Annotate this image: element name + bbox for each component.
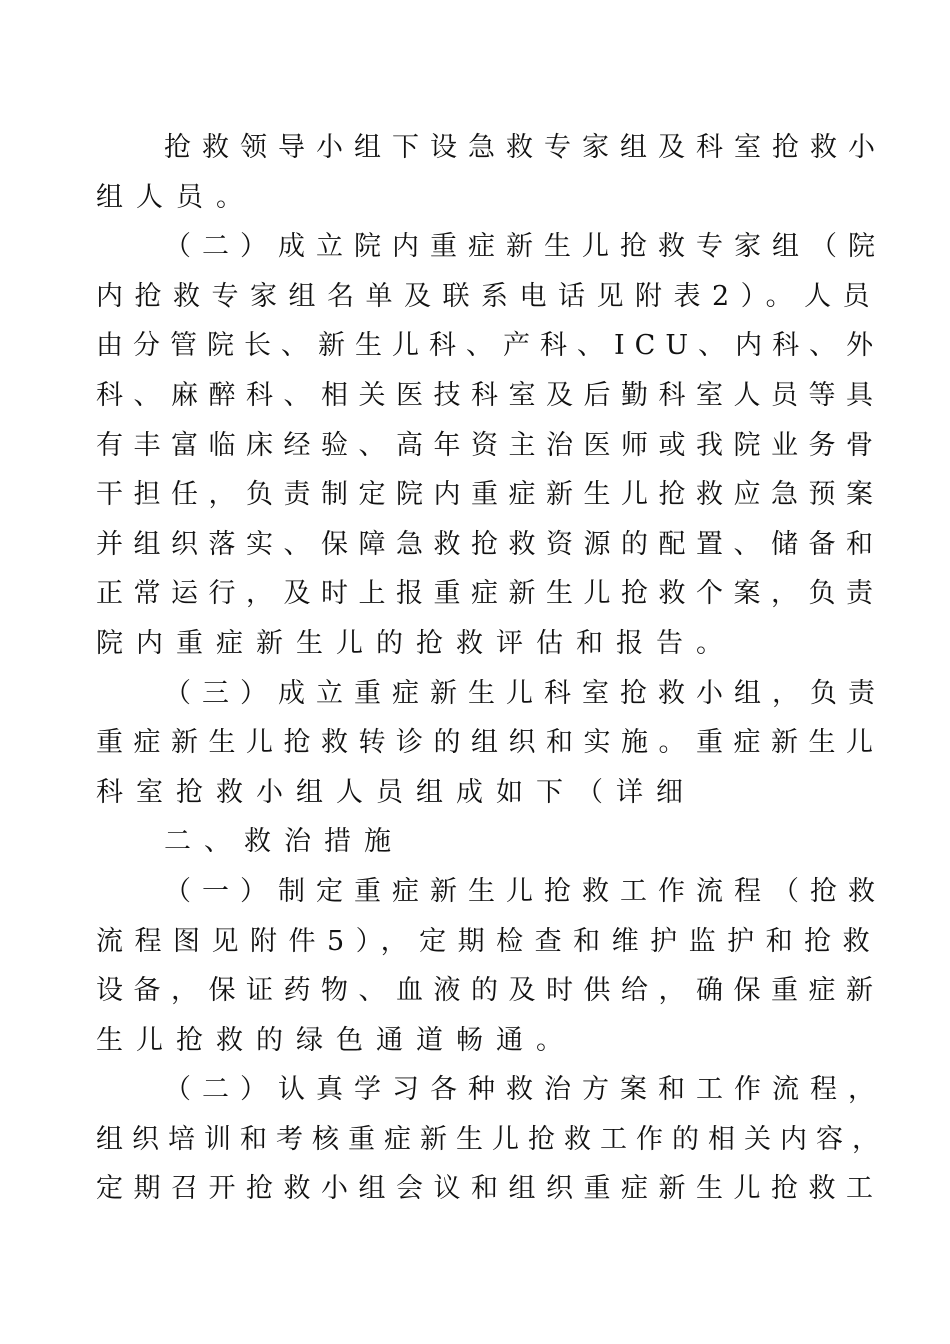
text-line: 有丰富临床经验、高年资主治医师或我院业务骨 bbox=[96, 429, 884, 461]
text-line: 定期召开抢救小组会议和组织重症新生儿抢救工 bbox=[96, 1173, 884, 1205]
text-line: 科、麻醉科、相关医技科室及后勤科室人员等具 bbox=[96, 379, 884, 411]
text-line: （二）成立院内重症新生儿抢救专家组（院 bbox=[164, 231, 886, 263]
text-line: 抢救领导小组下设急救专家组及科室抢救小 bbox=[164, 132, 886, 163]
text-line: 院内重症新生儿的抢救评估和报告。 bbox=[96, 627, 736, 659]
text-line: 正常运行，及时上报重症新生儿抢救个案，负责 bbox=[96, 578, 884, 610]
text-line: 由分管院长、新生儿科、产科、ICU、内科、外 bbox=[96, 330, 884, 362]
text-line: 流程图见附件5），定期检查和维护监护和抢救 bbox=[96, 925, 882, 957]
text-line: 设备，保证药物、血液的及时供给，确保重症新 bbox=[96, 975, 884, 1007]
text-line: 干担任，负责制定院内重症新生儿抢救应急预案 bbox=[96, 479, 884, 511]
text-line: 二、救治措施 bbox=[164, 826, 404, 858]
text-line: （一）制定重症新生儿抢救工作流程（抢救 bbox=[164, 875, 886, 907]
text-line: 生儿抢救的绿色通道畅通。 bbox=[96, 1024, 576, 1056]
text-line: 组人员。 bbox=[96, 181, 256, 213]
text-line: （三）成立重症新生儿科室抢救小组，负责 bbox=[164, 677, 886, 709]
document-body bbox=[96, 123, 888, 1214]
text-line: 并组织落实、保障急救抢救资源的配置、储备和 bbox=[96, 528, 884, 560]
text-line: （二）认真学习各种救治方案和工作流程， bbox=[164, 1074, 886, 1106]
text-line: 科室抢救小组人员组成如下（详细 bbox=[96, 776, 696, 808]
text-line: 重症新生儿抢救转诊的组织和实施。重症新生儿 bbox=[96, 727, 884, 759]
text-line: 内抢救专家组名单及联系电话见附表2）。人员 bbox=[96, 280, 882, 312]
text-line: 组织培训和考核重症新生儿抢救工作的相关内容， bbox=[96, 1123, 888, 1155]
